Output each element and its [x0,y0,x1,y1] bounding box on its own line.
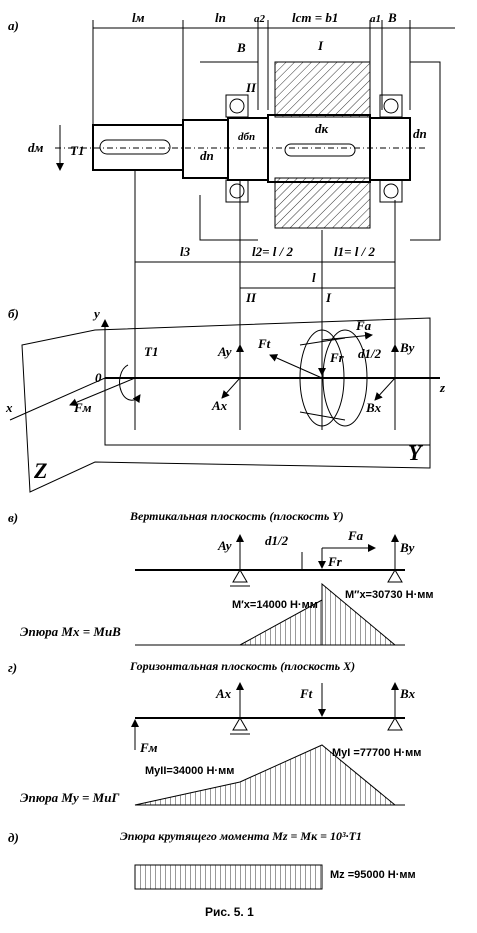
epure-label-v: Эпюра Mx = MиВ [20,624,121,639]
axis-z: z [440,380,446,395]
dim-l-m: lм [132,10,145,25]
force-Fa-b: Fa [356,318,372,333]
force-Bx-b: Bx [366,400,382,415]
epure-d [135,865,322,889]
force-Fr-v: Fr [328,554,342,569]
dia-d-bp: dбп [238,131,256,143]
force-Fr-b: Fr [330,350,344,365]
moment-m1-g: MyII=34000 Н·мм [145,765,235,777]
dia-d-p-left: dп [200,148,214,163]
moment-m1-v: M′x=14000 Н·мм [232,599,318,611]
force-Ay-v: Ay [218,538,232,553]
figure-caption: Рис. 5. 1 [205,905,254,919]
force-Fm-g: Fм [140,740,158,755]
label-b: б) [8,306,19,321]
section-I-b: I [326,290,332,305]
force-Fm-b: Fм [74,400,92,415]
torque-value-d: Mz =95000 Н·мм [330,869,416,881]
section-II-top: II [246,80,257,95]
section-d [8,829,416,889]
axis-x: x [6,400,13,415]
top-dimensions [93,10,455,125]
force-Ax-g: Ax [216,686,232,701]
title-v: Вертикальная плоскость (плоскость Y) [130,509,344,523]
force-Fa-v: Fa [348,528,364,543]
dim-B-mid: B [237,40,246,55]
section-I-top: I [318,38,324,53]
section-a [8,10,455,430]
shaft [55,115,425,182]
force-Ft-b: Ft [258,336,271,351]
keyway-right [285,144,355,156]
dim-l3: l3 [180,244,191,259]
keyway-left [100,140,170,154]
section-b [5,290,446,492]
dim-l1: l1= l / 2 [334,244,375,259]
dim-l: l [312,270,316,285]
epure-label-g: Эпюра My = MиГ [20,790,120,805]
section-v [8,509,434,645]
radius-d1-2-v: d1/2 [265,533,289,548]
force-Ft-g: Ft [300,686,313,701]
force-Ax-b: Ax [212,398,228,413]
moment-m2-v: M′′x=30730 Н·мм [345,589,434,601]
force-By-b: By [400,340,415,355]
dim-B-right: B [388,10,397,25]
force-Ay-b: Ay [218,344,232,359]
axis-y: y [94,306,100,321]
dim-l2: l2= l / 2 [252,244,293,259]
dim-l-st: lст = b1 [292,10,339,25]
label-v: в) [8,510,19,525]
force-Bx-g: Bx [400,686,416,701]
section-II-b: II [246,290,257,305]
dia-d-k: dк [315,121,329,136]
dia-d-p-right: dп [413,126,427,141]
radius-d1-2-b: d1/2 [358,346,382,361]
dim-a2: a2 [254,13,265,25]
force-By-v: By [400,540,415,555]
gear-hub-lower [275,178,370,228]
gear-hub-upper [275,62,370,117]
label-d: д) [8,830,19,845]
plane-z-label: Z [34,458,48,483]
title-d: Эпюра крутящего момента Mz = Mк = 10³·T1 [120,829,362,843]
section-g [8,659,421,805]
label-a: а) [8,18,19,33]
title-g: Горизонтальная плоскость (плоскость X) [130,659,356,673]
dia-d-m: dм [28,140,44,155]
moment-m2-g: MyI =77700 Н·мм [332,747,422,759]
dim-a1: a1 [370,13,381,25]
torque-T1-a: T1 [70,143,85,158]
plane-y-label: Y [408,440,422,465]
label-g: г) [8,660,18,675]
origin-O: 0 [95,370,102,385]
torque-T1-b: T1 [144,344,159,359]
dim-l-p: lп [215,10,226,25]
